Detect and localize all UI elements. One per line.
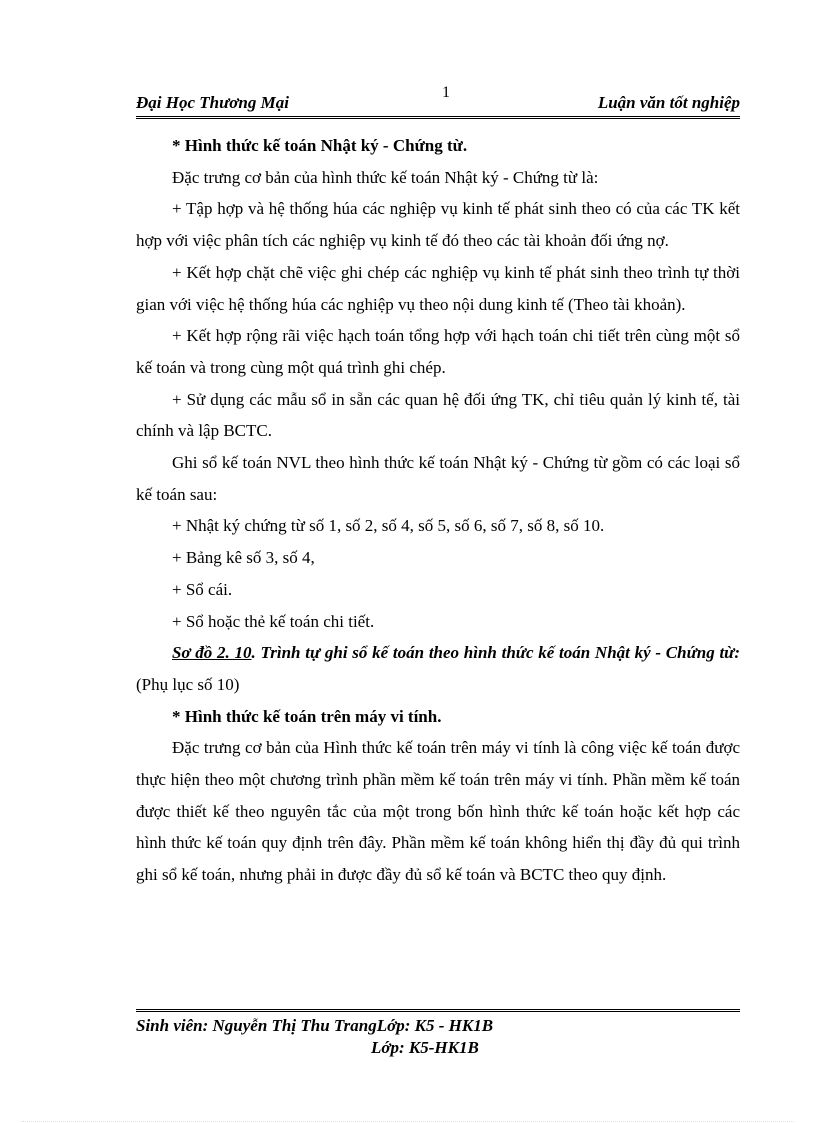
paragraph: Ghi sổ kế toán NVL theo hình thức kế toán Nhật ký - Chứng từ gồm có các loại sổ kế toán sau: [136,453,740,504]
header-doc-type: Luận văn tốt nghiệp [597,93,740,112]
paragraph: + Kết hợp rộng rãi việc hạch toán tổng hợp với hạch toán chi tiết trên cùng một sổ kế toán và trong cùng một quá trình ghi chép. [136,326,740,377]
appendix-ref: (Phụ lục số 10) [136,674,240,694]
figure-label: Sơ đồ 2. 10 [172,643,252,663]
paragraph: + Tập hợp và hệ thống húa các nghiệp vụ kinh tế phát sinh theo có của các TK kết hợp với việc phân tích các nghiệp vụ kinh tế đó theo các tài khoản đối ứng nợ. [136,199,740,251]
page-edge-dots [22,1121,794,1122]
list-item: + Sổ cái. [172,579,233,599]
list-item: + Nhật ký chứng từ số 1, số 2, số 4, số 5, số 6, số 7, số 8, số 10. [172,516,605,536]
section-heading-computer: * Hình thức kế toán trên máy vi tính. [172,706,442,726]
footer-student: Sinh viên: Nguyễn Thị Thu TrangLớp: K5 - HK1B [136,1016,494,1035]
figure-title: . Trình tự ghi sổ kế toán theo hình thức kế toán Nhật ký - Chứng từ: [251,643,741,663]
document-body [136,130,740,891]
page-header [136,92,740,119]
figure-reference [136,637,740,700]
header-university: Đại Học Thương Mại [136,93,289,112]
section-heading-journal: * Hình thức kế toán Nhật ký - Chứng từ. [172,136,468,155]
page-number: 1 [442,84,450,101]
footer-divider [136,1009,740,1015]
paragraph: Đặc trưng cơ bản của Hình thức kế toán trên máy vi tính là công việc kế toán được thực hiện theo một chương trình phần mềm kế toán trên máy vi tính. Phần mềm kế toán được thiết kế theo nguyên tắc của một trong bốn hình thức kế toán hoặc kết hợp các hình thức kế toán quy định trên đây. Phần mềm kế toán không hiển thị đầy đủ qui trình ghi sổ kế toán, nhưng phải in được đầy đủ sổ kế toán và BCTC theo quy định. [136,738,740,885]
list-item: + Bảng kê số 3, số 4, [172,548,315,568]
paragraph: Đặc trưng cơ bản của hình thức kế toán Nhật ký - Chứng từ là: [172,167,599,187]
footer-class: Lớp: K5-HK1B [371,1038,479,1057]
list-item: + Sổ hoặc thẻ kế toán chi tiết. [172,611,375,631]
paragraph: + Kết hợp chặt chẽ việc ghi chép các nghiệp vụ kinh tế phát sinh theo trình tự thời gian với việc hệ thống húa các nghiệp vụ theo nội dung kinh tế (Theo tài khoản). [136,262,740,314]
paragraph: + Sử dụng các mẫu sổ in sẵn các quan hệ đối ứng TK, chỉ tiêu quản lý kinh tế, tài chính và lập BCTC. [136,389,740,441]
